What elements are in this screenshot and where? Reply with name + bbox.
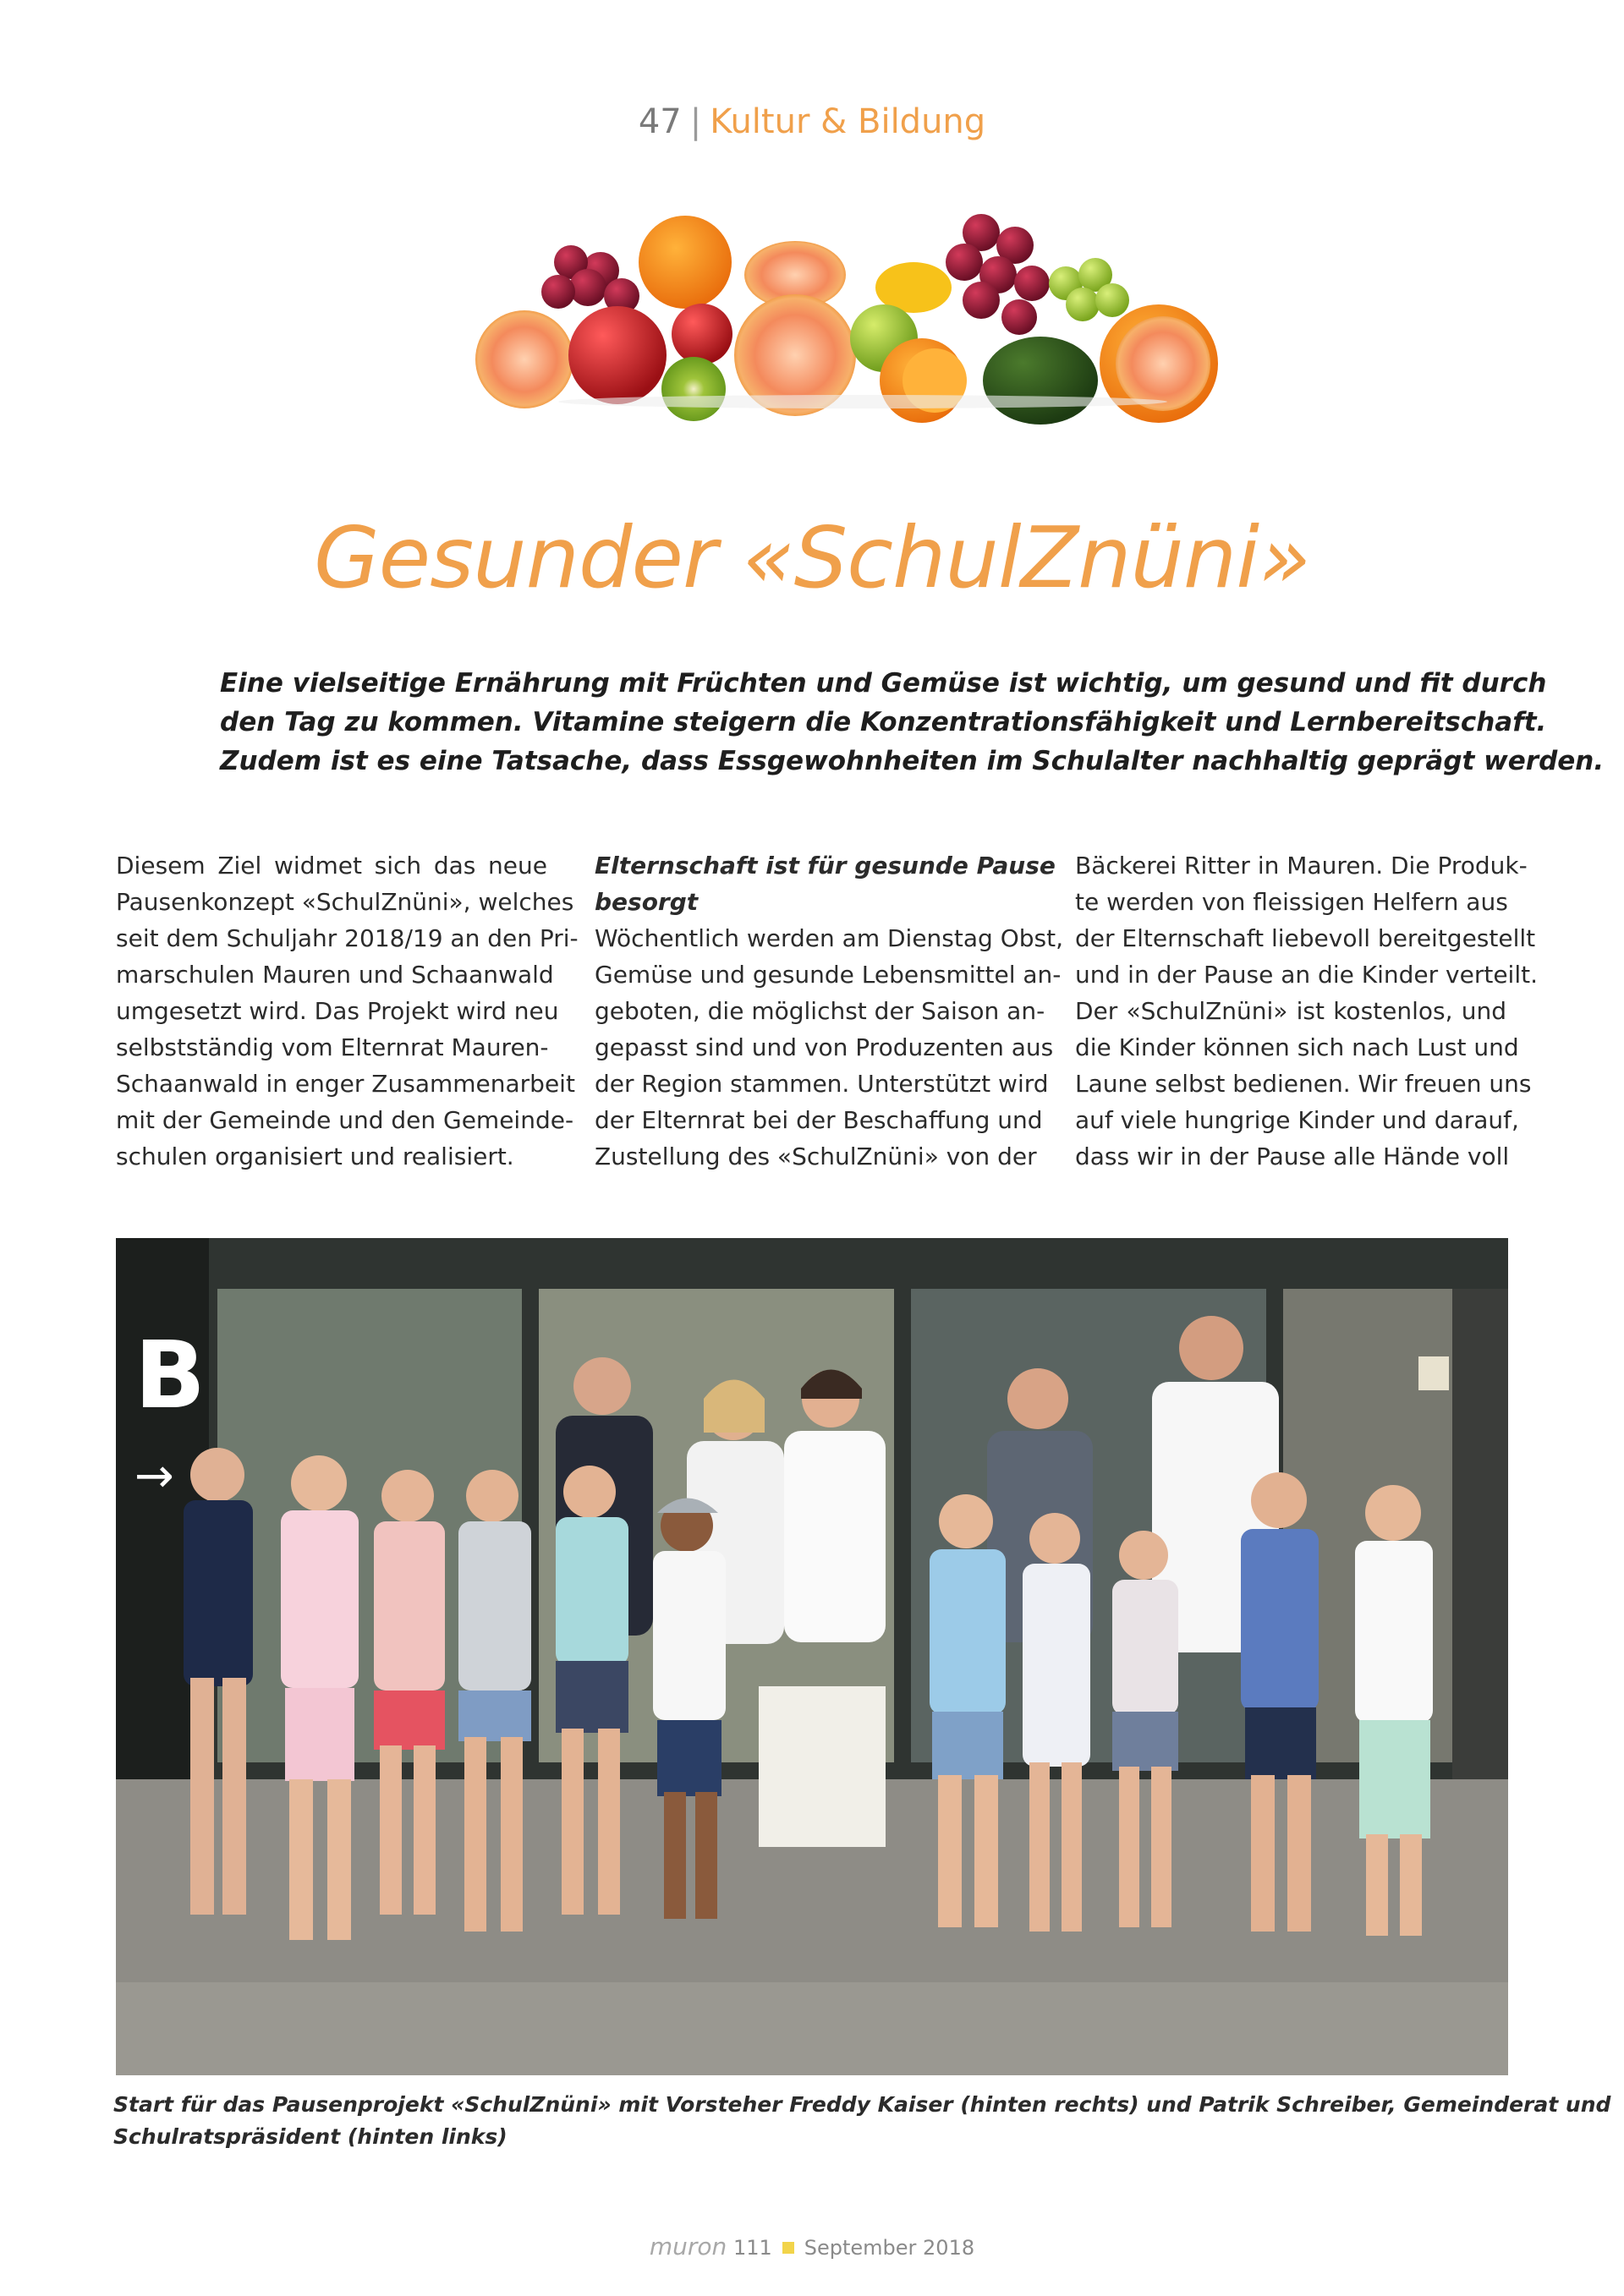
text-line: seit dem Schuljahr 2018/19 an den Pri-	[116, 924, 579, 952]
fruit-assortment-icon	[474, 182, 1252, 436]
page-header	[0, 100, 1624, 144]
footer-square-icon	[782, 2242, 794, 2254]
article-title: Gesunder «SchulZnüni»	[314, 508, 1310, 607]
page-footer	[0, 2233, 1624, 2262]
caption-line: Schulratspräsident (hinten links)	[113, 2124, 508, 2149]
text-line: Wöchentlich werden am Dienstag Obst,	[595, 924, 1063, 952]
caption-line: Start für das Pausenprojekt «SchulZnüni» mit Vorsteher Freddy Kaiser (hinten rechts) und Patrik Schreiber, Gemeinderat und	[113, 2092, 1611, 2117]
text-line: Laune selbst bedienen. Wir freuen uns	[1075, 1070, 1532, 1098]
text-line: der Elternrat bei der Beschaffung und	[595, 1106, 1043, 1134]
text-column-1	[116, 847, 579, 1175]
direction-arrow: →	[134, 1449, 174, 1504]
text-line: der Region stammen. Unterstützt wird	[595, 1070, 1049, 1098]
text-line: marschulen Mauren und Schaanwald	[116, 961, 554, 989]
lead-line: Eine vielseitige Ernährung mit Früchten und Gemüse ist wichtig, um gesund und fit durch	[220, 668, 1547, 699]
lead-line: Zudem ist es eine Tatsache, dass Essgewohnheiten im Schulalter nachhaltig geprägt werden.	[220, 746, 1605, 776]
text-line: gepasst sind und von Produzenten aus	[595, 1033, 1054, 1061]
header-separator: |	[689, 102, 702, 141]
text-line: Pausenkonzept «SchulZnüni», welches	[116, 888, 574, 916]
subheading: Elternschaft ist für gesunde Pause	[595, 852, 1056, 879]
text-line: mit der Gemeinde und den Gemeinde-	[116, 1106, 574, 1134]
text-line: dass wir in der Pause alle Hände voll	[1075, 1143, 1510, 1170]
issue-number: 111	[732, 2236, 772, 2260]
group-photo-icon	[116, 1238, 1508, 2075]
text-line: selbstständig vom Elternrat Mauren-	[116, 1033, 549, 1061]
text-line: der Elternschaft liebevoll bereitgestellt	[1075, 924, 1536, 952]
subheading: besorgt	[595, 888, 699, 916]
building-letter: B	[134, 1321, 206, 1429]
issue-date: September 2018	[804, 2236, 975, 2260]
section-title: Kultur & Bildung	[710, 102, 986, 141]
text-line: Zustellung des «SchulZnüni» von der	[595, 1143, 1037, 1170]
lead-line: den Tag zu kommen. Vitamine steigern die Konzentrationsfähigkeit und Lernbereitschaft.	[220, 707, 1547, 737]
text-column-2	[595, 847, 1063, 1175]
text-line: Der «SchulZnüni» ist kostenlos, und	[1075, 997, 1506, 1025]
text-line: Bäckerei Ritter in Mauren. Die Produk-	[1075, 852, 1528, 879]
text-line: schulen organisiert und realisiert.	[116, 1143, 514, 1170]
text-line: umgesetzt wird. Das Projekt wird neu	[116, 997, 559, 1025]
article-lead	[220, 664, 1605, 781]
page-number: 47	[638, 102, 682, 141]
text-line: auf viele hungrige Kinder und darauf,	[1075, 1106, 1519, 1134]
text-column-3	[1075, 847, 1538, 1175]
text-line: die Kinder können sich nach Lust und	[1075, 1033, 1519, 1061]
text-line: Schaanwald in enger Zusammenarbeit	[116, 1070, 575, 1098]
text-line: Gemüse und gesunde Lebensmittel an-	[595, 961, 1062, 989]
magazine-brand: muron	[649, 2233, 727, 2260]
text-line: te werden von fleissigen Helfern aus	[1075, 888, 1508, 916]
text-line: Diesem Ziel widmet sich das neue	[116, 852, 547, 879]
text-line: und in der Pause an die Kinder verteilt.	[1075, 961, 1538, 989]
photo-caption	[113, 2089, 1611, 2153]
text-line: geboten, die möglichst der Saison an-	[595, 997, 1045, 1025]
